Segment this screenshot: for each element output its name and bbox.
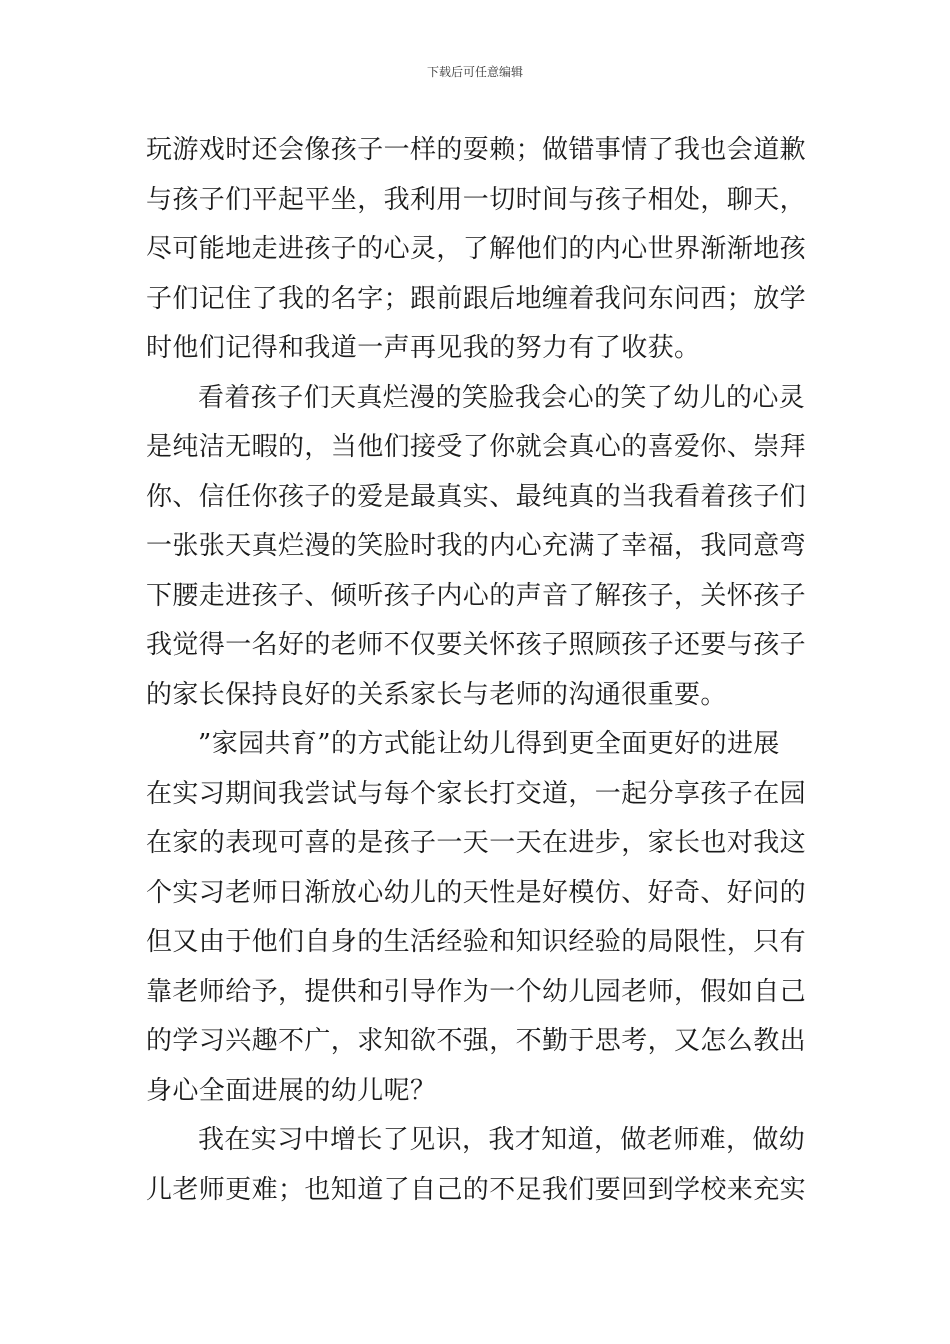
- text-line: 在实习期间我尝试与每个家长打交道，一起分享孩子在园: [146, 778, 807, 809]
- text-line: 的家长保持良好的关系家长与老师的沟通很重要。: [146, 679, 727, 710]
- text-line: 我觉得一名好的老师不仅要关怀孩子照顾孩子还要与孩子: [146, 630, 807, 660]
- text-line: 靠老师给予，提供和引导作为一个幼儿园老师，假如自己: [146, 976, 807, 1007]
- text-line: 在家的表现可喜的是孩子一天一天在进步，家长也对我这: [146, 828, 807, 858]
- paragraph: [146, 720, 808, 1116]
- text-line: 看着孩子们天真烂漫的笑脸我会心的笑了幼儿的心灵: [198, 382, 806, 413]
- paragraph: [146, 126, 808, 374]
- paragraph: [146, 374, 808, 721]
- text-line: 个实习老师日渐放心幼儿的天性是好模仿、好奇、好问的: [146, 877, 807, 908]
- text-line: ”家园共育”的方式能让幼儿得到更全面更好的进展: [198, 729, 780, 759]
- text-line: 你、信任你孩子的爱是最真实、最纯真的当我看着孩子们: [146, 481, 807, 512]
- page-header: 下载后可任意编辑: [426, 65, 523, 79]
- text-line: 的学习兴趣不广，求知欲不强，不勤于思考，又怎么教出: [146, 1026, 807, 1056]
- text-line: 我在实习中增长了见识，我才知道，做老师难，做幼: [198, 1125, 806, 1155]
- text-line: 玩游戏时还会像孩子一样的耍赖；做错事情了我也会道歉: [146, 135, 807, 165]
- text-line: 子们记住了我的名字；跟前跟后地缠着我问东问西；放学: [146, 283, 807, 314]
- text-line: 时他们记得和我道一声再见我的努力有了收获。: [146, 333, 701, 363]
- text-line: 身心全面进展的幼儿呢？: [146, 1075, 437, 1106]
- body-text: [146, 126, 808, 1215]
- text-line: 一张张天真烂漫的笑脸时我的内心充满了幸福，我同意弯: [146, 531, 807, 561]
- paragraph: [146, 1116, 808, 1215]
- text-line: 是纯洁无暇的，当他们接受了你就会真心的喜爱你、崇拜: [146, 432, 807, 462]
- text-line: 儿老师更难；也知道了自己的不足我们要回到学校来充实: [146, 1174, 807, 1205]
- text-line: 下腰走进孩子、倾听孩子内心的声音了解孩子，关怀孩子: [146, 580, 807, 611]
- text-line: 但又由于他们自身的生活经验和知识经验的局限性，只有: [146, 927, 807, 957]
- text-line: 与孩子们平起平坐，我利用一切时间与孩子相处，聊天，: [146, 184, 807, 215]
- text-line: 尽可能地走进孩子的心灵，了解他们的内心世界渐渐地孩: [146, 234, 807, 264]
